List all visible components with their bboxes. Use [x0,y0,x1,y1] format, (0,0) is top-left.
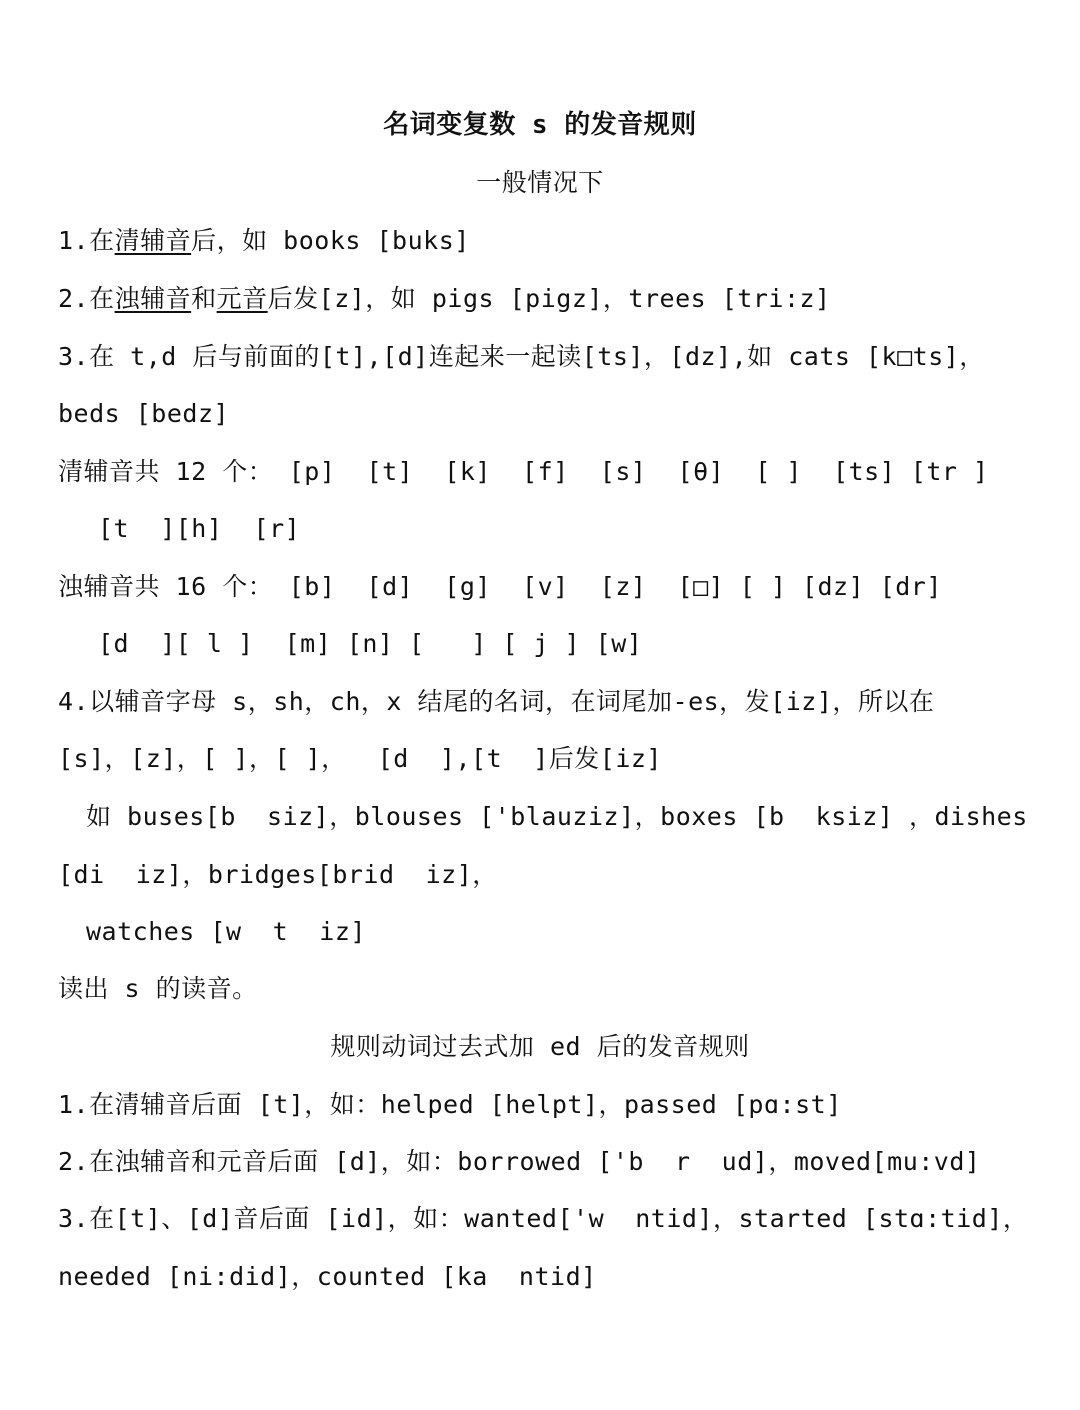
page-title: 名词变复数 s 的发音规则 [383,110,697,140]
voiced-consonant-term: 浊辅音 [114,284,192,313]
rule-4-examples-line-3: watches [w t iz] [86,917,366,946]
rule-2-prefix: 2.在 [58,284,115,313]
ed-rule-1: 1.在清辅音后面 [t]，如：helped [helpt]，passed [pɑ:st] [58,1090,842,1119]
voiceless-consonants-line-1: 清辅音共 12 个： [p] [t] [k] [f] [s] [θ] [ ] [ts] [tr ] [58,457,989,486]
rule-1 [58,224,1040,258]
rule-2-mid: 和 [191,284,217,313]
section-subtitle: 一般情况下 [476,168,604,197]
ed-rule-3-line-1: 3.在[t]、[d]音后面 [id]，如：wanted['w ntid]，started [stɑ:tid]， [58,1204,1029,1233]
section-2-title: 规则动词过去式加 ed 后的发音规则 [330,1032,750,1061]
rule-2 [58,282,1040,316]
rule-2-suffix: 后发[z]，如 pigs [pigz]，trees [tri:z] [267,284,831,313]
voiced-consonants-line-2: [d ][ l ] [m] [n] [ ] [ j ] [w] [98,629,643,658]
rule-3-line-2: beds [bedz] [58,399,230,428]
rule-4-examples-line-1: 如 buses[b siz]，blouses ['blauziz]，boxes [b ksiz] ，dishes [86,802,1028,831]
rule-1-prefix: 1.在 [58,226,115,255]
rule-4-line-1: 4.以辅音字母 s，sh，ch，x 结尾的名词，在词尾加-es，发[iz]，所以在 [58,687,935,716]
rule-1-suffix: 后，如 books [buks] [191,226,470,255]
rule-4-examples-line-2: [di iz]，bridges[brid iz]， [58,860,498,889]
rule-3-line-1: 3.在 t,d 后与前面的[t],[d]连起来一起读[ts]，[dz],如 cats [k□ts]， [58,342,985,371]
rule-4-note: 读出 s 的读音。 [58,974,258,1003]
rule-4-line-2: [s]，[z]，[ ]，[ ]， [d ],[t ]后发[iz] [58,744,662,773]
voiced-consonants-line-1: 浊辅音共 16 个： [b] [d] [g] [v] [z] [□] [ ] [dz] [dr] [58,572,942,601]
ed-rule-2: 2.在浊辅音和元音后面 [d]，如：borrowed ['b r ud]，moved[mu:vd] [58,1147,981,1176]
vowel-term: 元音 [216,284,268,313]
voiceless-consonants-line-2: [t ][h] [r] [98,514,301,543]
ed-rule-3-line-2: needed [ni:did]，counted [ka ntid] [58,1262,597,1291]
voiceless-consonant-term: 清辅音 [114,226,192,255]
